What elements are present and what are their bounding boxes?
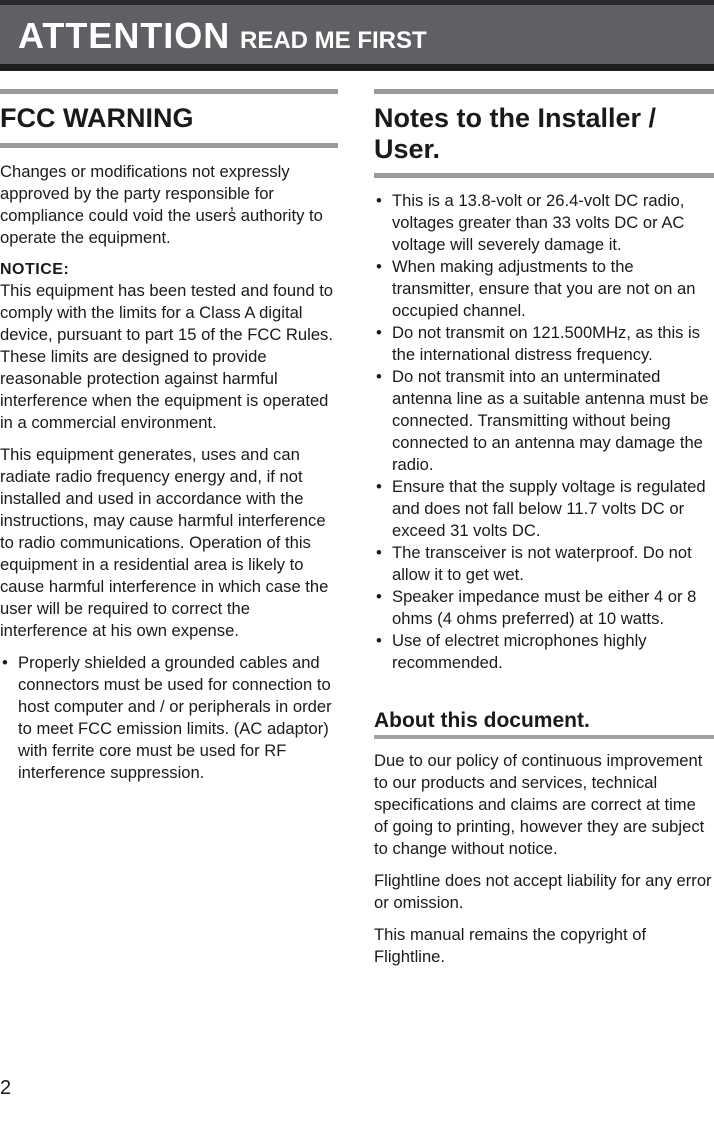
bullet-icon: • <box>376 191 382 210</box>
list-item <box>374 476 714 542</box>
notice-label: NOTICE: <box>0 261 70 278</box>
bullet-icon: • <box>376 323 382 342</box>
fcc-heading: FCC WARNING <box>0 103 194 133</box>
list-item <box>374 322 714 366</box>
bullet-text: When making adjustments to the transmitter, ensure that you are not on an occupied channel. <box>392 257 696 320</box>
bullet-icon: • <box>376 543 382 562</box>
list-item <box>0 652 338 784</box>
banner-top-line <box>0 0 714 5</box>
fcc-paragraph: This equipment generates, uses and can radiate radio frequency energy and, if not installed and used in accordance with the instructions, may cause harmful interference to radio communications. Operation of this equipment in a residential area is likely to cause harmful interference in which case the user will be required to correct the interference at his own expense. <box>0 445 329 640</box>
installer-heading: Notes to the Installer / User. <box>374 103 657 164</box>
bullet-icon: • <box>376 631 382 650</box>
bullet-icon: • <box>376 257 382 276</box>
fcc-bullet-list <box>0 652 338 784</box>
bullet-text: Properly shielded a grounded cables and connectors must be used for connection to host computer and / or peripherals in order to meet FCC emission limits. (AC adaptor) with ferrite core must be used for RF interference suppression. <box>18 653 332 782</box>
bullet-text: This is a 13.8-volt or 26.4-volt DC radio, voltages greater than 33 volts DC or AC voltage will severely damage it. <box>392 191 685 254</box>
bullet-icon: • <box>2 653 8 672</box>
list-item <box>374 256 714 322</box>
bullet-icon: • <box>376 477 382 496</box>
list-item <box>374 542 714 586</box>
bullet-text: Speaker impedance must be either 4 or 8 ohms (4 ohms preferred) at 10 watts. <box>392 587 697 628</box>
banner-title: ATTENTION <box>18 15 231 56</box>
bullet-text: Do not transmit into an unterminated antenna line as a suitable antenna must be connected. Transmitting without being connected to an antenna may damage the radio. <box>392 367 709 474</box>
list-item <box>374 190 714 256</box>
banner-bottom-line <box>0 64 714 71</box>
bullet-text: Ensure that the supply voltage is regulated and does not fall below 11.7 volts DC or exceed 31 volts DC. <box>392 477 706 540</box>
about-paragraph-2: Flightline does not accept liability for any error or omission. <box>374 871 712 912</box>
about-paragraph-1: Due to our policy of continuous improvement to our products and services, technical specifications and claims are correct at time of going to printing, however they are subject to change without notice. <box>374 751 705 858</box>
banner-subtitle: READ ME FIRST <box>240 27 427 54</box>
list-item <box>374 366 714 476</box>
fcc-top-rule <box>0 89 338 94</box>
list-item <box>374 586 714 630</box>
bullet-icon: • <box>376 587 382 606</box>
installer-top-rule <box>374 89 714 94</box>
right-column <box>374 89 714 968</box>
bullet-text: The transceiver is not waterproof. Do not allow it to get wet. <box>392 543 692 584</box>
bullet-text: Do not transmit on 121.500MHz, as this is the international distress frequency. <box>392 323 701 364</box>
notice-text: This equipment has been tested and found to comply with the limits for a Class A digital device, pursuant to part 15 of the FCC Rules. These limits are designed to provide reasonable protection against harmful interference when the equipment is operated in a commercial environment. <box>0 281 334 432</box>
about-heading: About this document. <box>374 709 590 732</box>
installer-bullet-list <box>374 190 714 674</box>
page-number: 2 <box>0 1077 12 1099</box>
list-item <box>374 630 714 674</box>
header-banner <box>0 0 714 71</box>
about-paragraph-3: This manual remains the copyright of Flightline. <box>374 925 647 966</box>
bullet-text: Use of electret microphones highly recommended. <box>392 631 647 672</box>
left-column <box>0 89 338 784</box>
bullet-icon: • <box>376 367 382 386</box>
fcc-intro: Changes or modifications not expressly approved by the party responsible for compliance could void the users̓ authority to operate the equipment. <box>0 162 323 247</box>
